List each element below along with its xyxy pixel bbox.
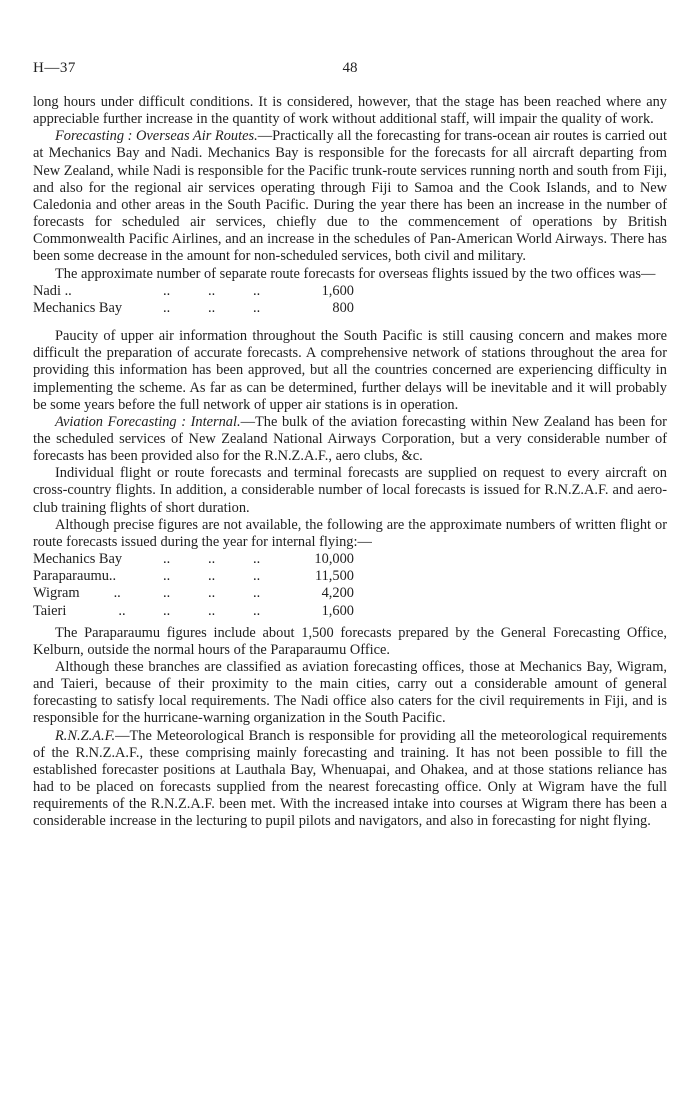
page-body bbox=[33, 94, 667, 831]
document-reference: H—37 bbox=[33, 60, 76, 76]
paragraph-rnzaf: R.N.Z.A.F.—The Meteorological Branch is responsible for providing all the meteorological requirements of the R.N.Z.A.F., these comprising mainly forecasting and training. It has not been possible to fill the established forecaster positions at Lauthala Bay, Whenuapai, and Ohakea, and at those stations reliance has had to be placed on forecasts supplied from the nearest forecasting office. Only at Wigram have the full requirements of the R.N.Z.A.F. been met. With the increased intake into courses at Wigram there has been a considerable increase in the lecturing to pupil pilots and navigators, and also in forecasting for night flying. bbox=[33, 727, 667, 830]
row-value: 11,500 bbox=[314, 568, 354, 585]
page-header bbox=[33, 60, 667, 80]
table-row: Mechanics Bay .. .. .. 800 bbox=[33, 299, 354, 316]
row-value: 10,000 bbox=[314, 551, 354, 568]
page-number: 48 bbox=[342, 60, 358, 76]
paragraph-continuation: long hours under difficult conditions. It is considered, however, that the stage has been reached where any appreciable further increase in the quantity of work without additional staff, will impair the quality of work. bbox=[33, 94, 667, 128]
table-row: Paraparaumu.. .. .. .. 11,500 bbox=[33, 568, 354, 585]
row-label: Wigram .. bbox=[33, 585, 121, 602]
row-value: 1,600 bbox=[321, 602, 354, 619]
heading-internal-forecasting: Aviation Forecasting : Internal. bbox=[55, 413, 241, 430]
internal-forecast-table bbox=[33, 551, 354, 620]
table-row: Wigram .. .. .. .. 4,200 bbox=[33, 585, 354, 602]
paragraph-paraparaumu-note: The Paraparaumu figures include about 1,500 forecasts prepared by the General Forecasting Office, Kelburn, outside the normal hours of the Paraparaumu Office. bbox=[33, 624, 667, 658]
row-value: 800 bbox=[332, 299, 354, 316]
overseas-forecast-table bbox=[33, 283, 354, 317]
row-label: Taieri .. bbox=[33, 602, 126, 619]
paragraph-text: The bulk of the aviation forecasting within New Zealand has been for the scheduled services of New Zealand National Airways Corporation, but a very considerable number of forecasts has been provided also for the R.N.Z.A.F., aero clubs, &c. bbox=[33, 413, 667, 465]
paragraph-branch-classification: Although these branches are classified as aviation forecasting offices, those at Mechanics Bay, Wigram, and Taieri, because of their proximity to the main cities, carry out a considerable amount of general forecasting to satisfy local requirements. The Nadi office also caters for the civil requirements in Fiji, and is responsible for the hurricane-warning organization in the South Pacific. bbox=[33, 659, 667, 727]
row-label: Mechanics Bay bbox=[33, 299, 123, 316]
paragraph-individual-forecasts: Individual flight or route forecasts and terminal forecasts are supplied on request to every aircraft on cross-country flights. In addition, a considerable number of local forecasts is issued for R.N.Z.A.F. and aero-club training flights of short duration. bbox=[33, 465, 667, 516]
paragraph-overseas-count-intro: The approximate number of separate route forecasts for overseas flights issued by the two offices was— bbox=[55, 265, 656, 282]
row-value: 1,600 bbox=[321, 282, 354, 299]
row-value: 4,200 bbox=[321, 585, 354, 602]
table-row: Nadi .. .. .. .. 1,600 bbox=[33, 282, 354, 299]
heading-rnzaf: R.N.Z.A.F. bbox=[55, 727, 116, 744]
row-label: Paraparaumu.. bbox=[33, 568, 117, 585]
paragraph-internal: Aviation Forecasting : Internal.—The bulk of the aviation forecasting within New Zealand has been for the scheduled services of New Zealand National Airways Corporation, but a very considerable number of forecasts has been provided also for the R.N.Z.A.F., aero clubs, &c. bbox=[33, 413, 667, 465]
table-row: Mechanics Bay .. .. .. 10,000 bbox=[33, 551, 354, 568]
row-label: Mechanics Bay bbox=[33, 551, 123, 568]
paragraph-internal-count-intro: Although precise figures are not available, the following are the approximate numbers of written flight or route forecasts issued during the year for internal flying:— bbox=[33, 516, 667, 550]
paragraph-text: The Meteorological Branch is responsible for providing all the meteorological requirements of the R.N.Z.A.F., these comprising mainly forecasting and training. It has not been possible to fill the established forecaster positions at Lauthala Bay, Whenuapai, and Ohakea, and at those stations reliance has had to be placed on forecasts supplied from the nearest forecasting office. Only at Wigram have the full requirements of the R.N.Z.A.F. been met. With the increased intake into courses at Wigram there has been a considerable increase in the lecturing to pupil pilots and navigators, and also in forecasting for night flying. bbox=[33, 727, 667, 830]
heading-overseas-air-routes: Forecasting : Overseas Air Routes. bbox=[55, 128, 258, 145]
row-label: Nadi .. bbox=[33, 282, 72, 299]
paragraph-upper-air: Paucity of upper air information throughout the South Pacific is still causing concern and makes more difficult the preparation of accurate forecasts. A comprehensive network of stations throughout the area for providing this information has been approved, but all the countries concerned are experiencing difficulty in implementing the scheme. As far as can be determined, further delays will be inevitable and it will probably be some years before the full network of upper air stations is in operation. bbox=[33, 328, 667, 413]
paragraph-overseas: Forecasting : Overseas Air Routes.—Practically all the forecasting for trans-ocean air routes is carried out at Mechanics Bay and Nadi. Mechanics Bay is responsible for the forecasts for all aircraft departing from New Zealand, while Nadi is responsible for the Pacific trunk-route services running north and south from Fiji, and also for the regional air services operating through Fiji to Samoa and the Cook Islands, and to New Caledonia and other areas in the South Pacific. During the year there has been an increase in the number of forecasts for scheduled air services, chiefly due to the commencement of operations by British Commonwealth Pacific Airlines, and an increase in the schedules of Pan-American World Airways. There has been some decrease in the amount for non-scheduled services, both civil and military. bbox=[33, 128, 668, 265]
table-row: Taieri .. .. .. .. 1,600 bbox=[33, 602, 354, 619]
paragraph-text: Practically all the forecasting for trans-ocean air routes is carried out at Mechanics Bay and Nadi. Mechanics Bay is responsible for the forecasts for all aircraft departing from New Zealand, while Nadi is responsible for the Pacific trunk-route services running north and south from Fiji, and also for the regional air services operating through Fiji to Samoa and the Cook Islands, and to New Caledonia and other areas in the South Pacific. During the year there has been an increase in the number of forecasts for scheduled air services, chiefly due to the commencement of operations by British Commonwealth Pacific Airlines, and an increase in the schedules of Pan-American World Airways. There has been some decrease in the amount for non-scheduled services, both civil and military. bbox=[33, 128, 668, 265]
